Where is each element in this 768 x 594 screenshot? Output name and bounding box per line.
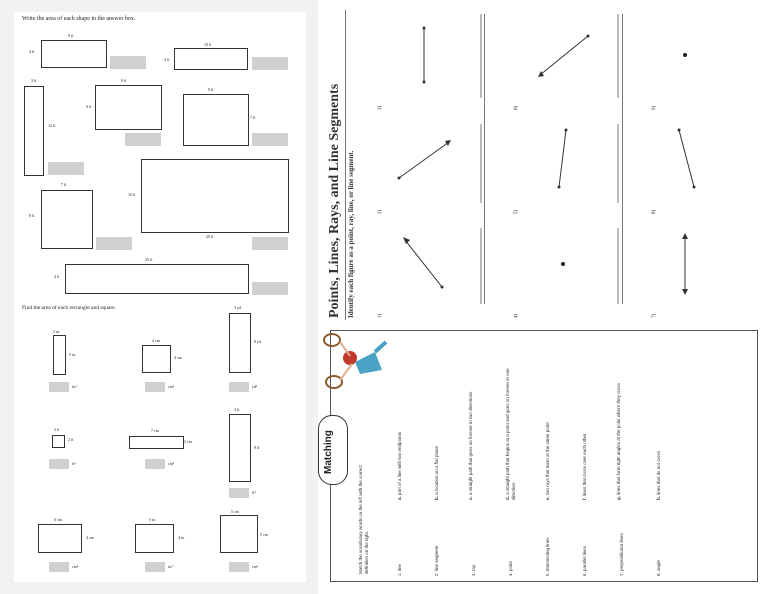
shape-label: 9 ft — [208, 87, 214, 92]
shape-label: 6 ft — [86, 104, 92, 109]
term-3: 3. ray — [471, 564, 476, 576]
shape-label: 7 ft — [61, 182, 67, 187]
figure-number: 9) — [652, 105, 657, 110]
gymnast-illustration — [320, 322, 390, 402]
geometry-worksheet — [318, 0, 768, 594]
rectangle-shape — [135, 524, 174, 553]
definition-g: g. lines that form right angles at the point where they cross — [616, 383, 621, 500]
endpoint-dot — [678, 129, 681, 132]
answer-box[interactable] — [145, 562, 165, 572]
endpoint-dot — [441, 286, 444, 289]
rectangle-shape — [95, 85, 162, 130]
unit-label: yd² — [252, 384, 258, 389]
term-8: 8. angle — [656, 559, 661, 576]
ray-figure — [540, 36, 588, 75]
shape-label: 8 ft — [29, 213, 35, 218]
answer-box[interactable] — [96, 237, 132, 250]
unit-label: in.² — [72, 384, 78, 389]
shape-label: 12 ft — [48, 123, 56, 128]
answer-box[interactable] — [252, 237, 288, 250]
shape-label: 8 yd — [254, 339, 261, 344]
definition-e: e. two rays that meet at the same point — [545, 422, 550, 500]
shape-label: 9 ft — [254, 445, 260, 450]
shape-label: 2 ft — [54, 427, 60, 432]
answer-box[interactable] — [145, 459, 165, 469]
rectangle-shape — [174, 48, 248, 70]
unit-label: in.² — [168, 564, 174, 569]
figure-number: 6) — [514, 105, 519, 110]
ray-figure — [405, 240, 442, 287]
shape-label: 2 ft — [68, 437, 74, 442]
figure-number: 1) — [378, 313, 383, 318]
shape-label: 2 cm — [184, 439, 192, 444]
shape-label: 3 ft — [234, 407, 240, 412]
instruction-area: Write the area of each shape in the answer box. — [22, 16, 136, 22]
endpoint-dot — [693, 186, 696, 189]
matching-title: Matching — [323, 430, 334, 474]
shape-label: 20 ft — [206, 234, 214, 239]
answer-box[interactable] — [49, 459, 69, 469]
shape-label: 5 cm — [260, 532, 268, 537]
definition-b: b. a location on a flat plane — [434, 445, 439, 500]
shape-label: 4 ft — [54, 274, 60, 279]
shape-label: 5 cm — [231, 509, 239, 514]
rectangle-shape — [65, 264, 249, 294]
rectangle-shape — [41, 190, 93, 249]
rectangle-shape — [183, 94, 249, 146]
rectangle-shape — [24, 86, 44, 176]
arrowhead-icon — [403, 237, 410, 244]
segment-figure — [559, 130, 566, 187]
shape-label: 4 ft — [29, 49, 35, 54]
unit-label: cm² — [168, 461, 175, 466]
unit-label: ft² — [72, 461, 76, 466]
figure-number: 5) — [514, 209, 519, 214]
answer-box[interactable] — [49, 562, 69, 572]
arrowhead-icon — [445, 140, 451, 146]
unit-label: cm² — [252, 564, 259, 569]
figure-number: 4) — [514, 313, 519, 318]
shape-label: 6 cm — [54, 517, 62, 522]
definition-f: f. lines that cross over each other — [582, 433, 587, 500]
unit-label: ft² — [252, 490, 256, 495]
term-1: 1. line — [397, 563, 402, 576]
shape-label: 5 in. — [149, 517, 157, 522]
figure-number: 3) — [378, 105, 383, 110]
endpoint-dot — [423, 81, 426, 84]
definition-a: a. part of a line with two endpoints — [397, 431, 402, 500]
square-shape — [142, 345, 171, 373]
term-4: 4. point — [508, 561, 513, 576]
shape-label: 7 ft — [250, 115, 256, 120]
term-5: 5. intersecting lines — [545, 537, 550, 576]
square-shape — [52, 435, 65, 448]
answer-box[interactable] — [49, 382, 69, 392]
rectangle-shape — [141, 159, 289, 233]
figure-number: 7) — [652, 313, 657, 318]
arrowhead-icon — [682, 233, 688, 239]
shape-label: 4 cm — [86, 535, 94, 540]
figure-number: 2) — [378, 209, 383, 214]
endpoint-dot — [423, 27, 426, 30]
rectangle-shape — [53, 335, 66, 375]
definition-c: c. a straight path that goes on forever in two directions — [468, 391, 473, 500]
area-worksheet — [14, 12, 306, 582]
point-figure — [683, 53, 687, 57]
shape-label: 9 ft — [68, 33, 74, 38]
endpoint-dot — [565, 129, 568, 132]
shape-label: 3 ft — [31, 78, 37, 83]
figure-number: 8) — [652, 209, 657, 214]
shape-label: 3 yd — [234, 305, 241, 310]
answer-box[interactable] — [229, 562, 249, 572]
square-shape — [220, 515, 258, 553]
rectangle-shape — [129, 436, 184, 449]
definition-h: h. lines that do not cross — [656, 450, 661, 500]
arrowhead-icon — [682, 289, 688, 295]
answer-box[interactable] — [110, 56, 146, 69]
segment-figure — [679, 130, 694, 187]
term-6: 6. parallel lines — [582, 545, 587, 576]
answer-box[interactable] — [48, 162, 84, 175]
shape-label: 7 cm — [151, 428, 159, 433]
term-2: 2. line segment — [434, 545, 439, 576]
rectangle-shape — [229, 414, 251, 482]
term-7: 7. perpendicular lines — [619, 533, 624, 576]
answer-box[interactable] — [252, 282, 288, 295]
rectangle-shape — [38, 524, 82, 553]
ray-figure — [399, 142, 449, 178]
figures-svg — [318, 0, 768, 320]
answer-box[interactable] — [145, 382, 165, 392]
answer-box[interactable] — [252, 57, 288, 70]
shape-label: 10 ft — [204, 42, 212, 47]
answer-box[interactable] — [229, 488, 249, 498]
definition-d: d. a straight path that begins at a point and goes on forever in one direction — [505, 368, 516, 500]
shape-label: 9 ft — [121, 78, 127, 83]
matching-section — [330, 330, 758, 582]
unit-label: cm² — [72, 564, 79, 569]
worksheet-subtitle: Identify each figure as a point, ray, line, or line segment. — [347, 150, 355, 318]
rectangle-shape — [229, 313, 251, 373]
rectangle-shape — [41, 40, 107, 68]
shape-label: 4 in. — [178, 535, 186, 540]
matching-instructions: Match the vocabulary words on the left with the correct definition on the right. — [358, 465, 369, 574]
answer-box[interactable] — [125, 133, 161, 146]
shape-label: 4 cm — [174, 355, 182, 360]
answer-box[interactable] — [252, 133, 288, 146]
endpoint-dot — [398, 177, 401, 180]
shape-label: 5 in. — [69, 352, 77, 357]
worksheet-title: Points, Lines, Rays, and Line Segments — [327, 83, 342, 318]
endpoint-dot — [558, 186, 561, 189]
point-figure — [561, 262, 565, 266]
shape-label: 25 ft — [145, 257, 153, 262]
endpoint-dot — [587, 35, 590, 38]
answer-box[interactable] — [229, 382, 249, 392]
shape-label: 4 cm — [152, 338, 160, 343]
shape-label: 2 in. — [53, 329, 61, 334]
shape-label: 3 ft — [164, 57, 170, 62]
unit-label: cm² — [168, 384, 175, 389]
shape-label: 10 ft — [128, 192, 136, 197]
instruction-rect: Find the area of each rectangle and square. — [22, 305, 117, 311]
